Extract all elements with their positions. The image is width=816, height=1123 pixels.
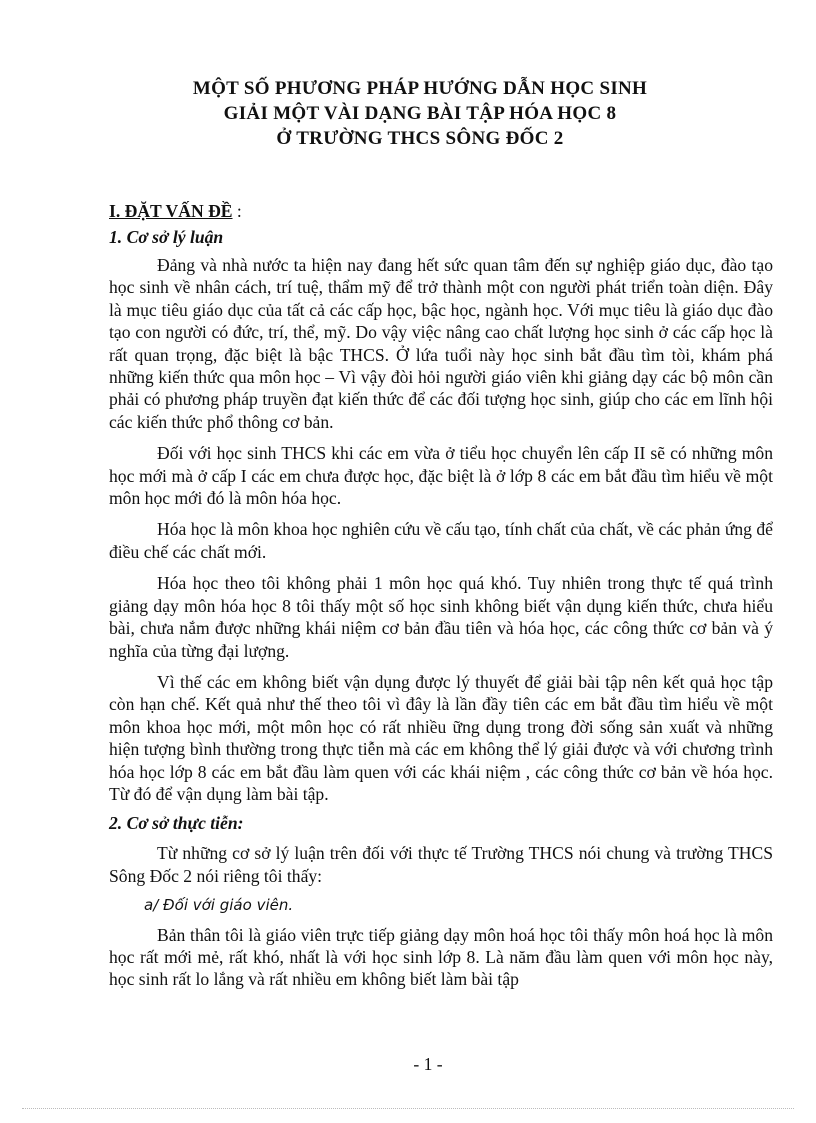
title-line-3: Ở TRƯỜNG THCS SÔNG ĐỐC 2 [276, 128, 564, 149]
document-title [100, 76, 740, 151]
page-bottom-divider [22, 1108, 794, 1109]
subsection-heading-1: 1. Cơ sở lý luận [109, 227, 224, 247]
document-body [109, 200, 773, 1000]
paragraph: Đảng và nhà nước ta hiện nay đang hết sức quan tâm đến sự nghiệp giáo dục, đào tạo học sinh về nhân cách, trí tuệ, thẩm mỹ để trở thành một con người phát triển toàn diện. Đây là mục tiêu giáo dục của tất cả các cấp học, bậc học, ngành học. Với mục tiêu là giáo dục đào tạo con người có đức, trí, thể, mỹ. Do vậy việc nâng cao chất lượng học sinh ở các cấp học là rất quan trọng, đặc biệt là bậc THCS. Ở lứa tuổi này học sinh bắt đầu tìm tòi, khám phá những kiến thức qua môn học – Vì vậy đòi hỏi người giáo viên khi giảng dạy các bộ môn cần phải có phương pháp truyền đạt kiến thức để các đối tượng học sinh, giúp cho các em lĩnh hội các kiến thức phổ thông cơ bản. [109, 255, 773, 432]
subsection-heading-2: 2. Cơ sở thực tiễn: [109, 813, 244, 834]
section-heading-text: I. ĐẶT VẤN ĐỀ [109, 201, 233, 221]
paragraph: Bản thân tôi là giáo viên trực tiếp giảng dạy môn hoá học tôi thấy môn hoá học là môn học rất mới mẻ, rất khó, nhất là với học sinh lớp 8. Là năm đầu làm quen với môn học này, học sinh rất lo lắng và rất nhiều em không biết làm bài tập [109, 924, 773, 990]
sub-point-a: a/ Đối với giáo viên. [144, 896, 294, 915]
paragraph: Đối với học sinh THCS khi các em vừa ở tiểu học chuyển lên cấp II sẽ có những môn học mới mà ở cấp I các em chưa được học, đặc biệt là ở lớp 8 các em bắt đầu tìm hiểu về một môn học mới đó là môn hóa học. [109, 443, 773, 509]
paragraph: Từ những cơ sở lý luận trên đối với thực tế Trường THCS nói chung và trường THCS Sông Đốc 2 nói riêng tôi thấy: [109, 843, 773, 886]
paragraph: Hóa học theo tôi không phải 1 môn học quá khó. Tuy nhiên trong thực tế quá trình giảng dạy môn hóa học 8 tôi thấy một số học sinh không biết vận dụng kiến thức, chưa hiểu bài, chưa nắm được những khái niệm cơ bản đầu tiên và hóa học, các công thức cơ bản và ý nghĩa của từng đại lượng. [109, 573, 773, 661]
paragraph: Hóa học là môn khoa học nghiên cứu về cấu tạo, tính chất của chất, về các phản ứng để điều chế các chất mới. [109, 519, 773, 562]
title-line-1: MỘT SỐ PHƯƠNG PHÁP HƯỚNG DẪN HỌC SINH [192, 78, 648, 99]
section-heading [109, 200, 773, 226]
paragraph: Vì thế các em không biết vận dụng được lý thuyết để giải bài tập nên kết quả học tập còn hạn chế. Kết quả như thế theo tôi vì đây là lần đầy tiên các em bắt đầu tìm hiểu về một môn khoa học mới, một môn học có rất nhiều ững dụng trong đời sống sản xuất và những hiện tượng bình thường trong thực tiễn mà các em không thể lý giải được và với chương trình hóa học lớp 8 các em bắt đầu làm quen với các khái niệm , các công thức cơ bản về hóa học. Từ đó để vận dụng làm bài tập. [109, 671, 773, 804]
section-heading-colon: : [232, 201, 242, 221]
page-number: - 1 - [413, 1054, 443, 1074]
title-line-2: GIẢI MỘT VÀI DẠNG BÀI TẬP HÓA HỌC 8 [223, 103, 617, 124]
